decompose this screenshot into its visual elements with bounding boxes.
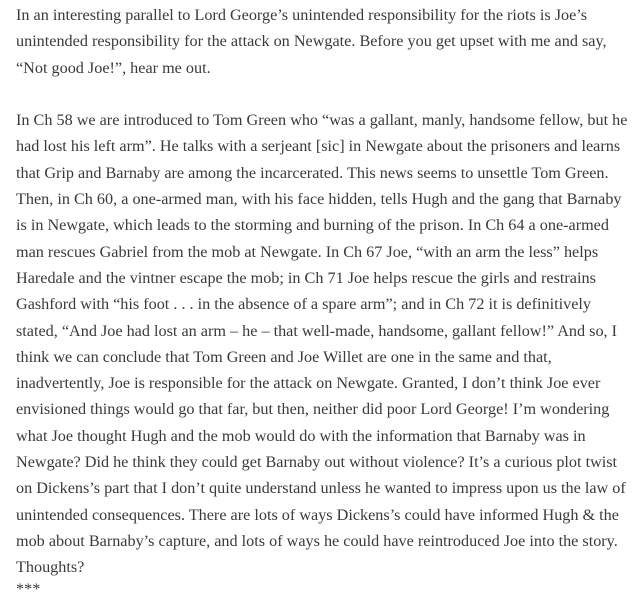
paragraph-intro: In an interesting parallel to Lord George’s unintended responsibility for the riots is Joe’s unintended responsibility for the attack on Newgate. Before you get upset with me and say, “Not good Joe!”, hear me out. <box>16 6 607 77</box>
post-body <box>16 2 629 597</box>
paragraph-analysis: In Ch 58 we are introduced to Tom Green who “was a gallant, manly, handsome fellow, but he had lost his left arm”. He talks with a serjeant [sic] in Newgate about the prisoners and learns that Grip and Barnaby are among the incarcerated. This news seems to unsettle Tom Green. Then, in Ch 60, a one-armed man, with his face hidden, tells Hugh and the gang that Barnaby is in Newgate, which leads to the storming and burning of the prison. In Ch 64 a one-armed man rescues Gabriel from the mob at Newgate. In Ch 67 Joe, “with an arm the less” helps Haredale and the vintner escape the mob; in Ch 71 Joe helps rescue the girls and restrains Gashford with “his foot . . . in the absence of a spare arm”; and in Ch 72 it is definitively stated, “And Joe had lost an arm – he – that well-made, handsome, gallant fellow!” And so, I think we can conclude that Tom Green and Joe Willet are one in the same and that, inadvertently, Joe is responsible for the attack on Newgate. Granted, I don’t think Joe ever envisioned things would go that far, but then, neither did poor Lord George! I’m wondering what Joe thought Hugh and the mob would do with the information that Barnaby was in Newgate? Did he think they could get Barnaby out without violence? It’s a curious plot twist on Dickens’s part that I don’t quite understand unless he wanted to impress upon us the law of unintended consequences. There are lots of ways Dickens’s could have informed Hugh & the mob about Barnaby’s capture, and lots of ways he could have reintroduced Joe into the story. Thoughts? <box>16 111 628 577</box>
section-separator: *** <box>16 579 41 598</box>
